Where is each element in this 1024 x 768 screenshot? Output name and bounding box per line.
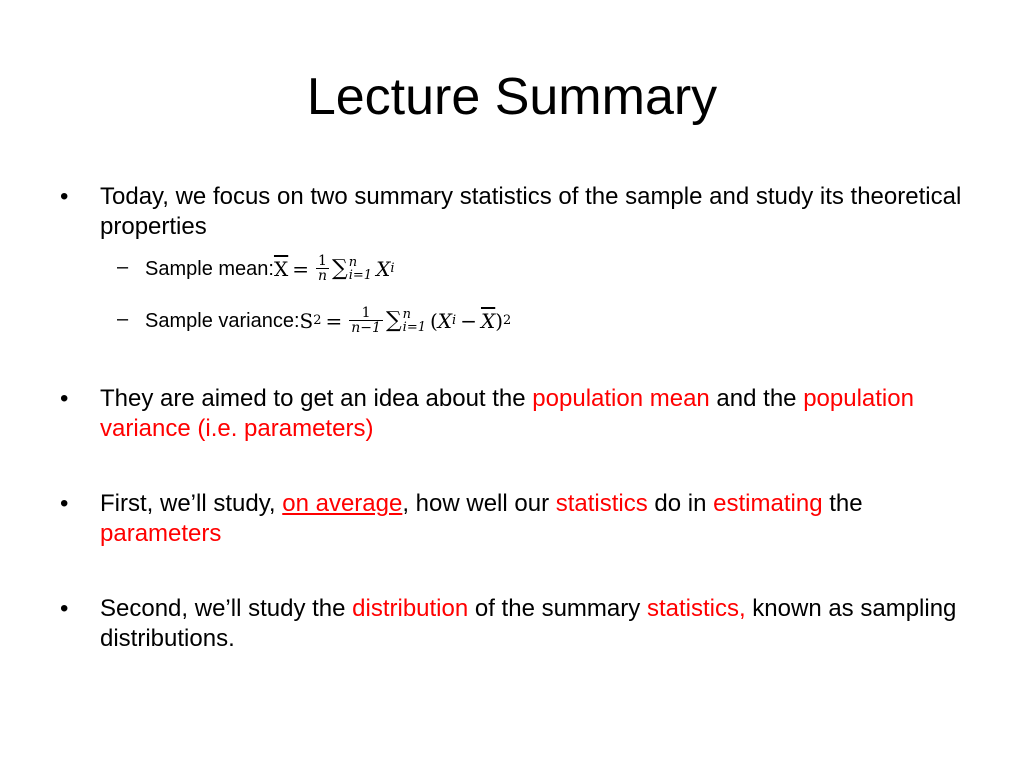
sum-lower-limit: i=1 — [348, 267, 373, 283]
highlight-statistics: statistics — [555, 490, 648, 517]
fraction-denominator: n−1 — [351, 320, 381, 336]
equals-sign: = — [325, 308, 343, 333]
fraction — [316, 254, 329, 283]
bullet-1-text: Today, we focus on two summary statistics of the sample and study its theoretical properties — [100, 183, 962, 240]
bullet-2 — [60, 384, 970, 444]
bullet-3-text-part: the — [822, 490, 863, 517]
summation — [386, 308, 430, 334]
sample-variance-formula — [300, 306, 512, 335]
sample-variance-label: Sample variance: — [145, 309, 300, 332]
sub-bullet-sample-mean — [117, 254, 394, 283]
term-subscript: i — [390, 260, 395, 276]
highlight-on-average: on average — [282, 490, 403, 517]
fraction-numerator: 1 — [318, 253, 327, 269]
highlight-population-variance: population variance (i.e. parameters) — [100, 385, 914, 442]
bullet-3-text — [100, 489, 970, 549]
summation — [332, 256, 376, 282]
bullet-4-text-part: known as sampling distributions. — [100, 595, 957, 652]
term-subscript: i — [452, 312, 457, 328]
fraction-numerator: 1 — [361, 305, 371, 321]
bullet-1 — [60, 182, 970, 242]
bullet-marker: • — [60, 595, 69, 622]
bullet-marker: • — [60, 490, 69, 517]
fraction-denominator: n — [317, 268, 328, 284]
term-x: X — [376, 256, 391, 281]
bullet-marker: • — [60, 183, 69, 210]
bullet-2-text-part: They are aimed to get an idea about the — [100, 385, 533, 412]
s-symbol: S — [299, 308, 314, 333]
equals-sign: = — [292, 256, 309, 281]
sigma-symbol: ∑ — [332, 255, 348, 281]
xbar-symbol: $\overline{X}$ — [480, 308, 496, 333]
highlight-distribution: distribution — [352, 595, 469, 622]
open-paren: ( — [429, 308, 438, 333]
minus-sign: − — [460, 308, 477, 333]
bullet-2-text — [100, 384, 970, 444]
paren-exponent: 2 — [503, 312, 512, 328]
bullet-4 — [60, 594, 970, 654]
bullet-4-text — [100, 594, 970, 654]
bullet-3-text-part: First, we’ll study, — [100, 490, 283, 517]
bullet-3-text-part: , how well our — [402, 490, 556, 517]
bullet-marker: • — [60, 385, 69, 412]
bullet-2-text-part: and the — [709, 385, 804, 412]
highlight-statistics: statistics, — [646, 595, 746, 622]
fraction — [349, 306, 383, 335]
sum-upper-limit: n — [402, 306, 412, 322]
sub-bullet-marker: – — [117, 256, 129, 278]
bullet-3-text-part: do in — [647, 490, 714, 517]
sum-upper-limit: n — [348, 254, 358, 270]
highlight-population-mean: population mean — [532, 385, 710, 412]
sub-bullet-marker: – — [117, 308, 129, 330]
term-x: X — [437, 308, 453, 333]
bullet-3 — [60, 489, 970, 549]
bullet-4-text-part: Second, we’ll study the — [100, 595, 353, 622]
slide-title: Lecture Summary — [306, 68, 718, 126]
close-paren: ) — [495, 308, 504, 333]
highlight-parameters: parameters — [100, 520, 222, 547]
sigma-symbol: ∑ — [385, 307, 402, 333]
bullet-4-text-part: of the summary — [468, 595, 647, 622]
xbar-symbol: $\overline{X}$ — [273, 256, 289, 281]
sum-lower-limit: i=1 — [402, 319, 426, 335]
highlight-estimating: estimating — [713, 490, 823, 517]
s-exponent: 2 — [313, 312, 322, 328]
sample-mean-label: Sample mean: — [145, 257, 274, 280]
sub-bullet-sample-variance — [117, 306, 511, 335]
sample-mean-formula — [274, 254, 395, 283]
